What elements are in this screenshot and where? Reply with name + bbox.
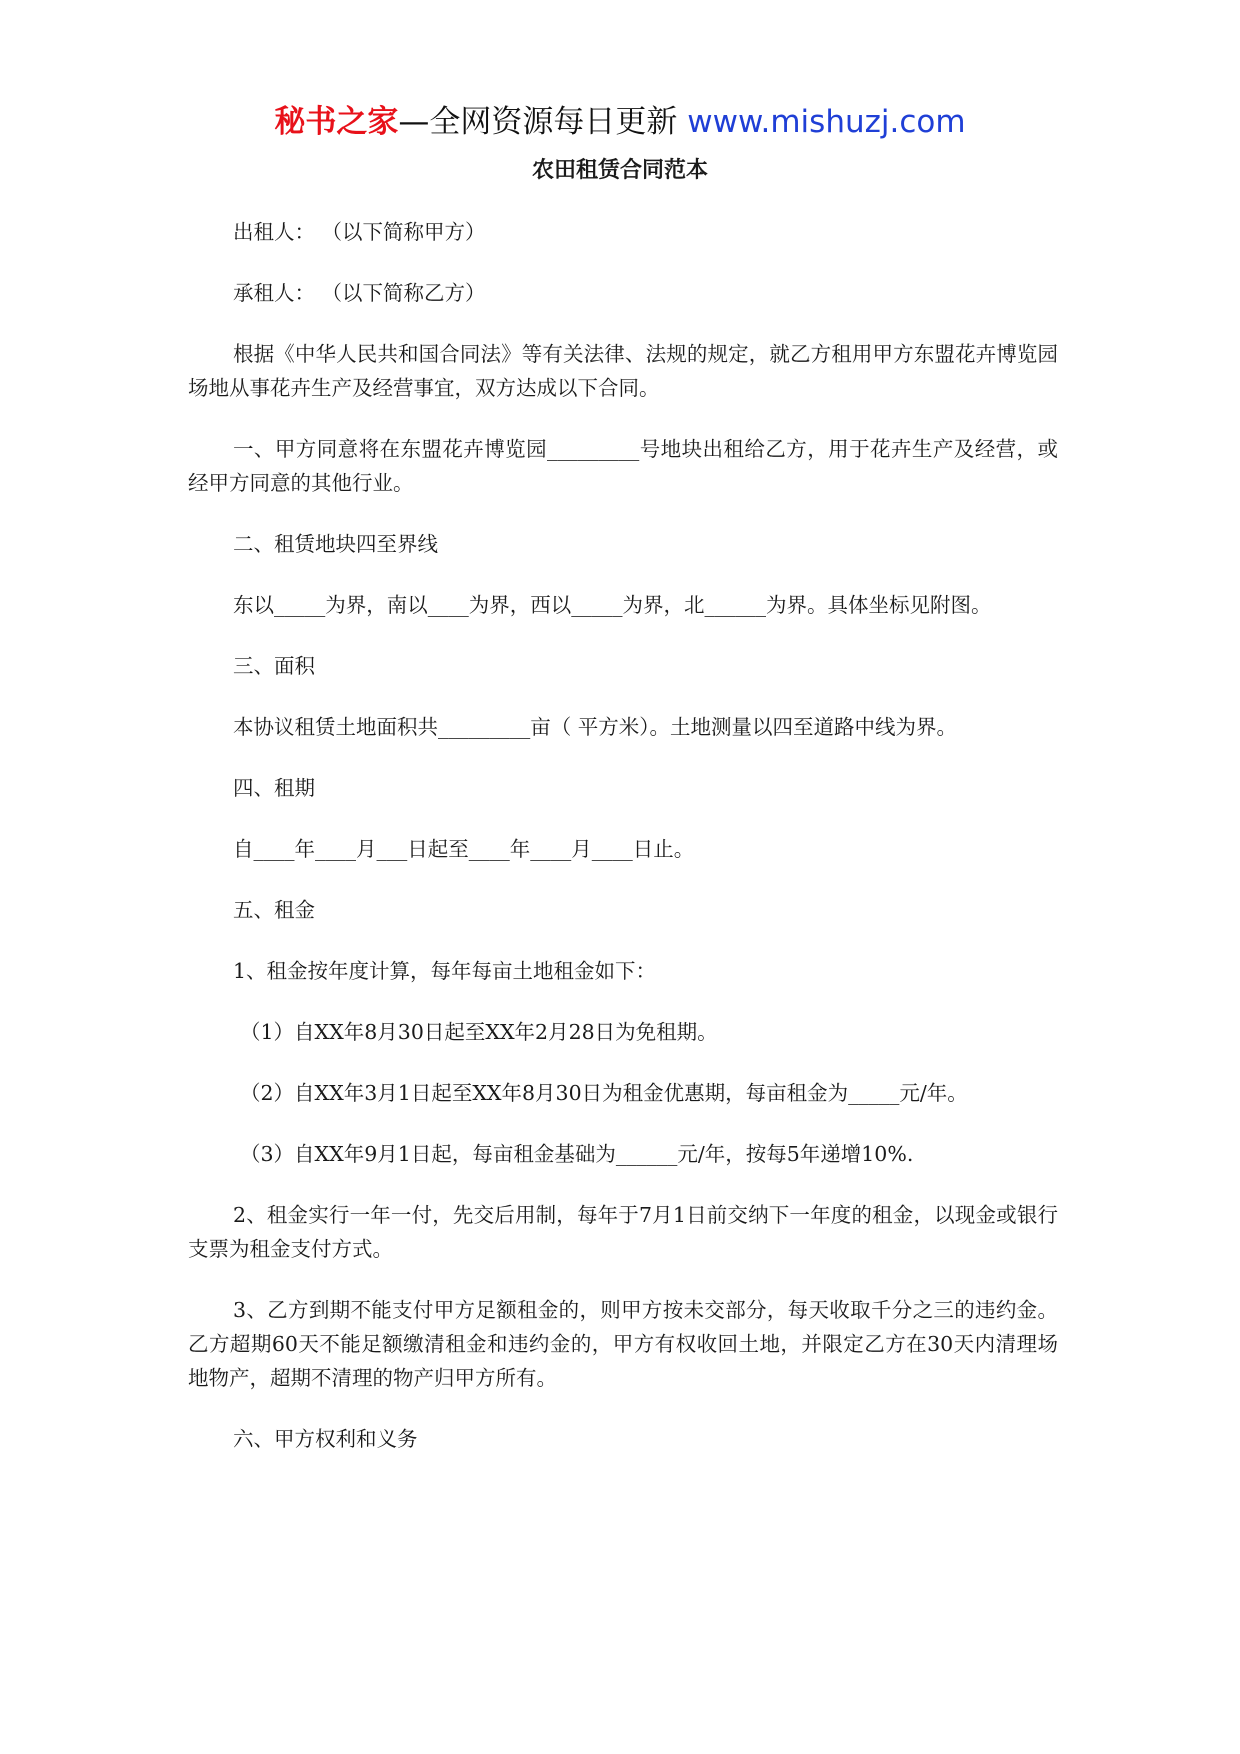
section-heading-boundaries: 二、租赁地块四至界线 [233, 532, 438, 556]
rent-subitem-3: （3）自XX年9月1日起，每亩租金基础为______元/年，按每5年递增10%. [240, 1142, 914, 1166]
section-heading-lessor-rights: 六、甲方权利和义务 [233, 1427, 418, 1451]
rent-item-1: 1、租金按年度计算，每年每亩土地租金如下： [233, 959, 657, 983]
rent-item-3: 3、乙方到期不能支付甲方足额租金的，则甲方按未交部分，每天收取千分之三的违约金。乙方超期60天不能足额缴清租金和违约金的，甲方有权收回土地，并限定乙方在30天内清理场地物产，超期不清理的物产归甲方所有。 [188, 1298, 1058, 1390]
section-heading-area: 三、面积 [233, 654, 315, 678]
rent-subitem-2: （2）自XX年3月1日起至XX年8月30日为租金优惠期，每亩租金为_____元/年。 [240, 1081, 968, 1105]
document-title: 农田租赁合同范本 [531, 158, 708, 183]
term-paragraph: 自____年____月___日起至____年____月____日止。 [233, 837, 695, 861]
site-banner [0, 100, 1240, 144]
document-body [188, 215, 1058, 1483]
lessee-line: 承租人： （以下简称乙方） [233, 281, 486, 305]
rent-subitem-1: （1）自XX年8月30日起至XX年2月28日为免租期。 [240, 1020, 718, 1044]
boundaries-paragraph: 东以_____为界，南以____为界，西以_____为界，北______为界。具体坐标见附图。 [233, 593, 992, 617]
clause-1: 一、甲方同意将在东盟花卉博览园_________号地块出租给乙方，用于花卉生产及经营，或经甲方同意的其他行业。 [188, 437, 1058, 495]
site-url[interactable]: www.mishuzj.com [687, 104, 966, 140]
area-paragraph: 本协议租赁土地面积共_________亩（ 平方米）。土地测量以四至道路中线为界。 [233, 715, 958, 739]
site-brand: 秘书之家 [274, 104, 399, 140]
preamble-paragraph: 根据《中华人民共和国合同法》等有关法律、法规的规定，就乙方租用甲方东盟花卉博览园场地从事花卉生产及经营事宜，双方达成以下合同。 [188, 342, 1058, 400]
section-heading-rent: 五、租金 [233, 898, 315, 922]
section-heading-term: 四、租期 [233, 776, 315, 800]
site-tagline: —全网资源每日更新 [398, 104, 678, 140]
rent-item-2: 2、租金实行一年一付，先交后用制，每年于7月1日前交纳下一年度的租金，以现金或银行支票为租金支付方式。 [188, 1203, 1058, 1261]
lessor-line: 出租人： （以下简称甲方） [233, 220, 486, 244]
